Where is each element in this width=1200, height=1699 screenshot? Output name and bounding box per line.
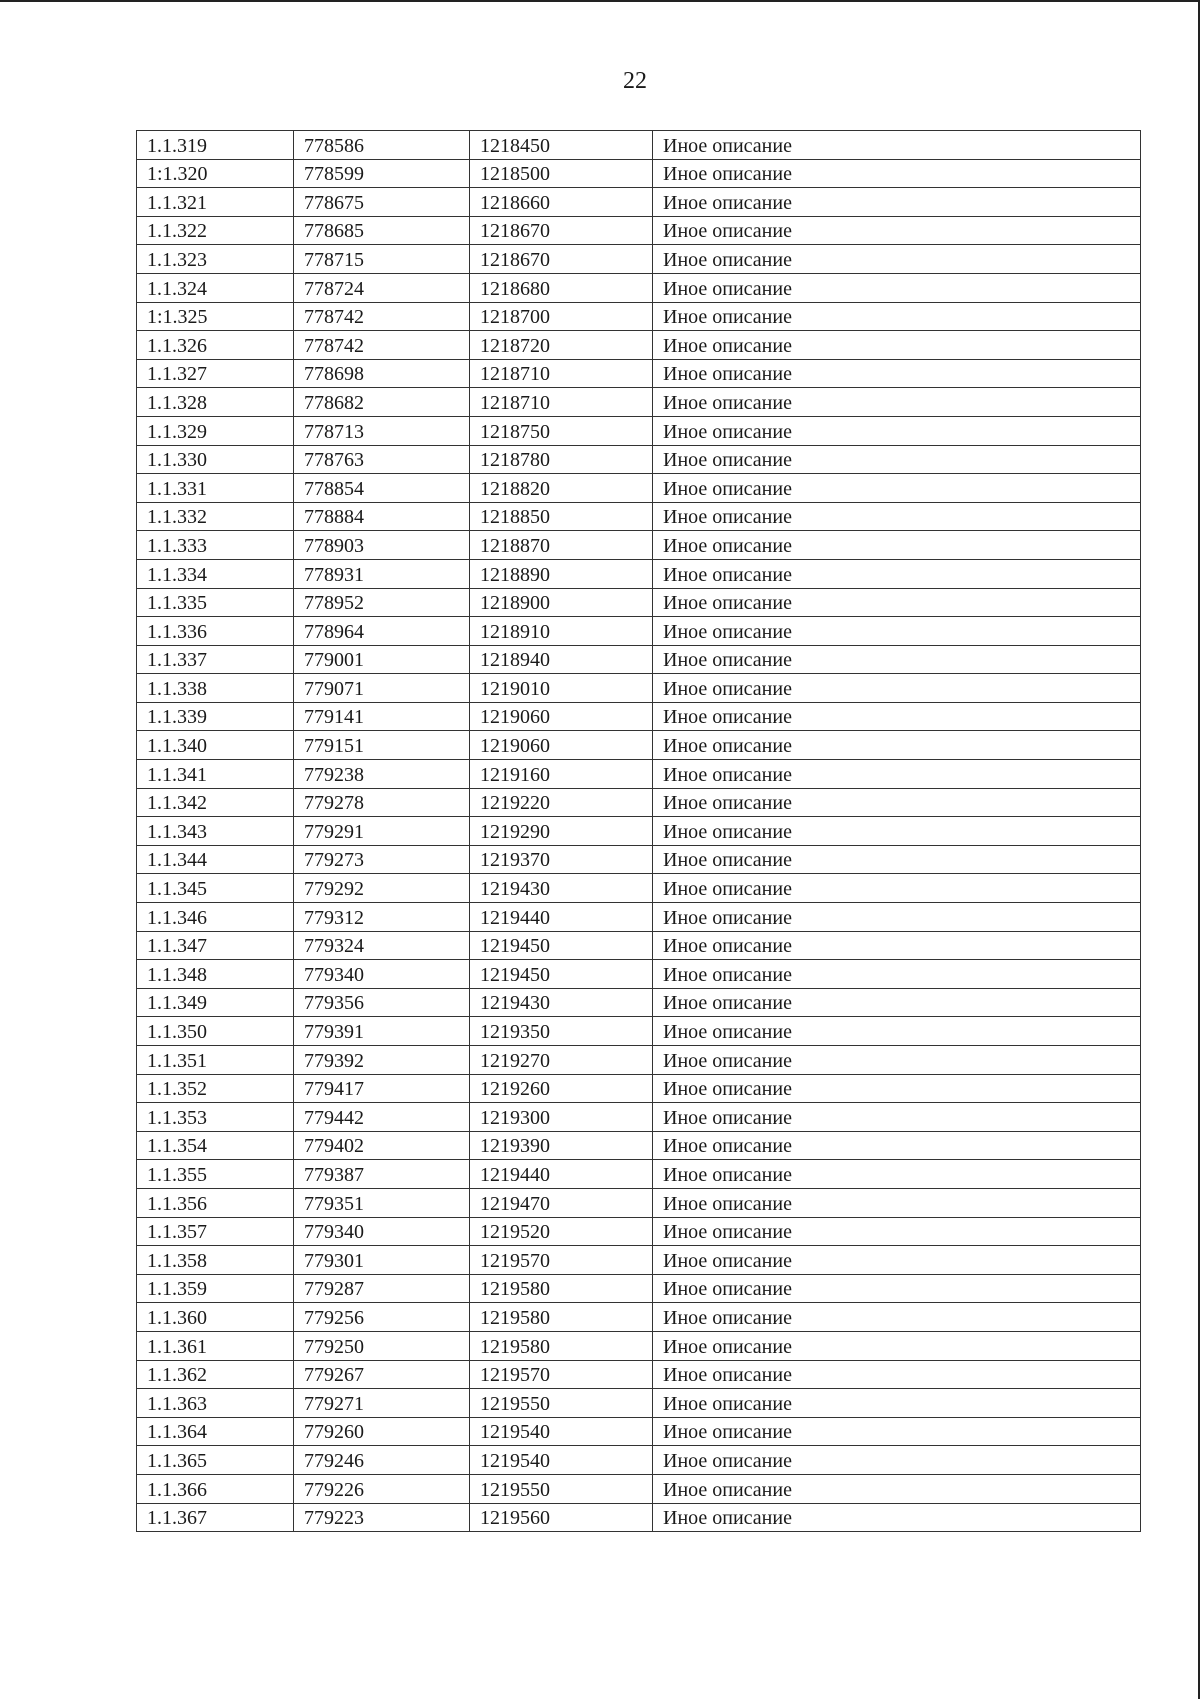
x-coordinate-cell: 778742 — [294, 302, 470, 331]
page-number: 22 — [623, 68, 647, 94]
x-coordinate-cell: 778903 — [294, 531, 470, 560]
x-coordinate-cell: 778599 — [294, 159, 470, 188]
table-row — [137, 388, 1141, 417]
table-row — [137, 588, 1141, 617]
y-coordinate-cell: 1219580 — [470, 1303, 653, 1332]
table-row — [137, 1131, 1141, 1160]
description-cell: Иное описание — [653, 1046, 1141, 1075]
description-cell: Иное описание — [653, 617, 1141, 646]
table-row — [137, 245, 1141, 274]
description-cell: Иное описание — [653, 674, 1141, 703]
point-number-cell: 1.1.331 — [137, 474, 294, 503]
point-number-cell: 1.1.333 — [137, 531, 294, 560]
description-cell: Иное описание — [653, 1474, 1141, 1503]
point-number-cell: 1.1.319 — [137, 131, 294, 160]
point-number-cell: 1.1.360 — [137, 1303, 294, 1332]
x-coordinate-cell: 779260 — [294, 1417, 470, 1446]
description-cell: Иное описание — [653, 788, 1141, 817]
x-coordinate-cell: 778682 — [294, 388, 470, 417]
description-cell: Иное описание — [653, 931, 1141, 960]
description-cell: Иное описание — [653, 1017, 1141, 1046]
description-cell: Иное описание — [653, 760, 1141, 789]
table-row — [137, 817, 1141, 846]
y-coordinate-cell: 1219430 — [470, 988, 653, 1017]
description-cell: Иное описание — [653, 331, 1141, 360]
x-coordinate-cell: 779340 — [294, 1217, 470, 1246]
table-row — [137, 960, 1141, 989]
x-coordinate-cell: 779301 — [294, 1246, 470, 1275]
y-coordinate-cell: 1219060 — [470, 731, 653, 760]
description-cell: Иное описание — [653, 502, 1141, 531]
y-coordinate-cell: 1219560 — [470, 1503, 653, 1532]
point-number-cell: 1.1.340 — [137, 731, 294, 760]
table-row — [137, 273, 1141, 302]
table-body — [137, 131, 1141, 1532]
y-coordinate-cell: 1218450 — [470, 131, 653, 160]
x-coordinate-cell: 779402 — [294, 1131, 470, 1160]
description-cell: Иное описание — [653, 903, 1141, 932]
point-number-cell: 1.1.329 — [137, 416, 294, 445]
x-coordinate-cell: 778675 — [294, 188, 470, 217]
y-coordinate-cell: 1219290 — [470, 817, 653, 846]
table-row — [137, 1446, 1141, 1475]
y-coordinate-cell: 1219550 — [470, 1474, 653, 1503]
y-coordinate-cell: 1218890 — [470, 559, 653, 588]
table-row — [137, 1160, 1141, 1189]
point-number-cell: 1.1.341 — [137, 760, 294, 789]
x-coordinate-cell: 779324 — [294, 931, 470, 960]
point-number-cell: 1.1.350 — [137, 1017, 294, 1046]
x-coordinate-cell: 779442 — [294, 1103, 470, 1132]
table-row — [137, 874, 1141, 903]
y-coordinate-cell: 1218780 — [470, 445, 653, 474]
description-cell: Иное описание — [653, 131, 1141, 160]
table-row — [137, 760, 1141, 789]
y-coordinate-cell: 1219390 — [470, 1131, 653, 1160]
table-row — [137, 216, 1141, 245]
y-coordinate-cell: 1219450 — [470, 931, 653, 960]
description-cell: Иное описание — [653, 1503, 1141, 1532]
coordinates-table — [136, 130, 1141, 1532]
y-coordinate-cell: 1219540 — [470, 1417, 653, 1446]
description-cell: Иное описание — [653, 302, 1141, 331]
description-cell: Иное описание — [653, 845, 1141, 874]
description-cell: Иное описание — [653, 1274, 1141, 1303]
y-coordinate-cell: 1218820 — [470, 474, 653, 503]
table-row — [137, 188, 1141, 217]
y-coordinate-cell: 1219350 — [470, 1017, 653, 1046]
table-row — [137, 1217, 1141, 1246]
table-row — [137, 988, 1141, 1017]
x-coordinate-cell: 779312 — [294, 903, 470, 932]
point-number-cell: 1:1.320 — [137, 159, 294, 188]
table-row — [137, 1303, 1141, 1332]
point-number-cell: 1.1.335 — [137, 588, 294, 617]
point-number-cell: 1.1.328 — [137, 388, 294, 417]
y-coordinate-cell: 1218720 — [470, 331, 653, 360]
x-coordinate-cell: 778698 — [294, 359, 470, 388]
x-coordinate-cell: 779271 — [294, 1389, 470, 1418]
y-coordinate-cell: 1219440 — [470, 1160, 653, 1189]
point-number-cell: 1.1.355 — [137, 1160, 294, 1189]
x-coordinate-cell: 778586 — [294, 131, 470, 160]
description-cell: Иное описание — [653, 645, 1141, 674]
description-cell: Иное описание — [653, 1303, 1141, 1332]
table-row — [137, 617, 1141, 646]
table-row — [137, 1074, 1141, 1103]
description-cell: Иное описание — [653, 388, 1141, 417]
x-coordinate-cell: 779417 — [294, 1074, 470, 1103]
description-cell: Иное описание — [653, 1131, 1141, 1160]
description-cell: Иное описание — [653, 1389, 1141, 1418]
y-coordinate-cell: 1218660 — [470, 188, 653, 217]
x-coordinate-cell: 779391 — [294, 1017, 470, 1046]
description-cell: Иное описание — [653, 245, 1141, 274]
point-number-cell: 1:1.325 — [137, 302, 294, 331]
y-coordinate-cell: 1219580 — [470, 1274, 653, 1303]
x-coordinate-cell: 779356 — [294, 988, 470, 1017]
table-row — [137, 445, 1141, 474]
description-cell: Иное описание — [653, 359, 1141, 388]
point-number-cell: 1.1.337 — [137, 645, 294, 674]
table-row — [137, 559, 1141, 588]
y-coordinate-cell: 1219300 — [470, 1103, 653, 1132]
x-coordinate-cell: 778964 — [294, 617, 470, 646]
description-cell: Иное описание — [653, 1246, 1141, 1275]
description-cell: Иное описание — [653, 1074, 1141, 1103]
point-number-cell: 1.1.345 — [137, 874, 294, 903]
point-number-cell: 1.1.363 — [137, 1389, 294, 1418]
y-coordinate-cell: 1219440 — [470, 903, 653, 932]
x-coordinate-cell: 779238 — [294, 760, 470, 789]
point-number-cell: 1.1.332 — [137, 502, 294, 531]
point-number-cell: 1.1.357 — [137, 1217, 294, 1246]
point-number-cell: 1.1.334 — [137, 559, 294, 588]
table-row — [137, 788, 1141, 817]
x-coordinate-cell: 779278 — [294, 788, 470, 817]
y-coordinate-cell: 1218710 — [470, 388, 653, 417]
point-number-cell: 1.1.327 — [137, 359, 294, 388]
x-coordinate-cell: 779246 — [294, 1446, 470, 1475]
x-coordinate-cell: 779387 — [294, 1160, 470, 1189]
point-number-cell: 1.1.322 — [137, 216, 294, 245]
description-cell: Иное описание — [653, 817, 1141, 846]
y-coordinate-cell: 1219160 — [470, 760, 653, 789]
x-coordinate-cell: 778952 — [294, 588, 470, 617]
description-cell: Иное описание — [653, 1417, 1141, 1446]
table-row — [137, 1046, 1141, 1075]
y-coordinate-cell: 1219570 — [470, 1360, 653, 1389]
point-number-cell: 1.1.359 — [137, 1274, 294, 1303]
point-number-cell: 1.1.330 — [137, 445, 294, 474]
description-cell: Иное описание — [653, 416, 1141, 445]
table-row — [137, 845, 1141, 874]
x-coordinate-cell: 779223 — [294, 1503, 470, 1532]
table-row — [137, 702, 1141, 731]
description-cell: Иное описание — [653, 1331, 1141, 1360]
x-coordinate-cell: 779351 — [294, 1188, 470, 1217]
description-cell: Иное описание — [653, 702, 1141, 731]
point-number-cell: 1.1.347 — [137, 931, 294, 960]
table-row — [137, 474, 1141, 503]
table-row — [137, 1274, 1141, 1303]
description-cell: Иное описание — [653, 1160, 1141, 1189]
table-row — [137, 302, 1141, 331]
point-number-cell: 1.1.344 — [137, 845, 294, 874]
table-row — [137, 159, 1141, 188]
x-coordinate-cell: 778685 — [294, 216, 470, 245]
description-cell: Иное описание — [653, 1446, 1141, 1475]
x-coordinate-cell: 779392 — [294, 1046, 470, 1075]
y-coordinate-cell: 1218850 — [470, 502, 653, 531]
x-coordinate-cell: 778713 — [294, 416, 470, 445]
y-coordinate-cell: 1218700 — [470, 302, 653, 331]
description-cell: Иное описание — [653, 159, 1141, 188]
x-coordinate-cell: 779151 — [294, 731, 470, 760]
x-coordinate-cell: 778854 — [294, 474, 470, 503]
y-coordinate-cell: 1219220 — [470, 788, 653, 817]
x-coordinate-cell: 779256 — [294, 1303, 470, 1332]
x-coordinate-cell: 779250 — [294, 1331, 470, 1360]
point-number-cell: 1.1.321 — [137, 188, 294, 217]
description-cell: Иное описание — [653, 988, 1141, 1017]
point-number-cell: 1.1.358 — [137, 1246, 294, 1275]
table-row — [137, 1017, 1141, 1046]
table-row — [137, 645, 1141, 674]
description-cell: Иное описание — [653, 531, 1141, 560]
x-coordinate-cell: 779287 — [294, 1274, 470, 1303]
y-coordinate-cell: 1219450 — [470, 960, 653, 989]
table-row — [137, 731, 1141, 760]
table-row — [137, 416, 1141, 445]
y-coordinate-cell: 1218910 — [470, 617, 653, 646]
y-coordinate-cell: 1218710 — [470, 359, 653, 388]
x-coordinate-cell: 779340 — [294, 960, 470, 989]
table-row — [137, 131, 1141, 160]
description-cell: Иное описание — [653, 1360, 1141, 1389]
x-coordinate-cell: 779292 — [294, 874, 470, 903]
point-number-cell: 1.1.323 — [137, 245, 294, 274]
x-coordinate-cell: 779141 — [294, 702, 470, 731]
point-number-cell: 1.1.354 — [137, 1131, 294, 1160]
y-coordinate-cell: 1219470 — [470, 1188, 653, 1217]
x-coordinate-cell: 778763 — [294, 445, 470, 474]
point-number-cell: 1.1.365 — [137, 1446, 294, 1475]
y-coordinate-cell: 1218670 — [470, 245, 653, 274]
point-number-cell: 1.1.366 — [137, 1474, 294, 1503]
table-row — [137, 1246, 1141, 1275]
x-coordinate-cell: 779273 — [294, 845, 470, 874]
y-coordinate-cell: 1219580 — [470, 1331, 653, 1360]
y-coordinate-cell: 1219370 — [470, 845, 653, 874]
y-coordinate-cell: 1219260 — [470, 1074, 653, 1103]
x-coordinate-cell: 779001 — [294, 645, 470, 674]
y-coordinate-cell: 1218870 — [470, 531, 653, 560]
point-number-cell: 1.1.336 — [137, 617, 294, 646]
point-number-cell: 1.1.352 — [137, 1074, 294, 1103]
point-number-cell: 1.1.324 — [137, 273, 294, 302]
y-coordinate-cell: 1219010 — [470, 674, 653, 703]
table-row — [137, 1188, 1141, 1217]
point-number-cell: 1.1.326 — [137, 331, 294, 360]
table-row — [137, 531, 1141, 560]
table-row — [137, 502, 1141, 531]
y-coordinate-cell: 1218500 — [470, 159, 653, 188]
y-coordinate-cell: 1219060 — [470, 702, 653, 731]
description-cell: Иное описание — [653, 273, 1141, 302]
description-cell: Иное описание — [653, 1217, 1141, 1246]
point-number-cell: 1.1.351 — [137, 1046, 294, 1075]
y-coordinate-cell: 1219540 — [470, 1446, 653, 1475]
point-number-cell: 1.1.362 — [137, 1360, 294, 1389]
table-row — [137, 1503, 1141, 1532]
point-number-cell: 1.1.356 — [137, 1188, 294, 1217]
y-coordinate-cell: 1219570 — [470, 1246, 653, 1275]
y-coordinate-cell: 1219520 — [470, 1217, 653, 1246]
x-coordinate-cell: 779071 — [294, 674, 470, 703]
point-number-cell: 1.1.348 — [137, 960, 294, 989]
description-cell: Иное описание — [653, 588, 1141, 617]
table-row — [137, 1103, 1141, 1132]
y-coordinate-cell: 1218680 — [470, 273, 653, 302]
x-coordinate-cell: 778742 — [294, 331, 470, 360]
point-number-cell: 1.1.349 — [137, 988, 294, 1017]
table-row — [137, 331, 1141, 360]
table-row — [137, 1331, 1141, 1360]
description-cell: Иное описание — [653, 1103, 1141, 1132]
point-number-cell: 1.1.353 — [137, 1103, 294, 1132]
description-cell: Иное описание — [653, 474, 1141, 503]
y-coordinate-cell: 1218940 — [470, 645, 653, 674]
table-row — [137, 1417, 1141, 1446]
point-number-cell: 1.1.339 — [137, 702, 294, 731]
table-row — [137, 1389, 1141, 1418]
x-coordinate-cell: 778931 — [294, 559, 470, 588]
point-number-cell: 1.1.343 — [137, 817, 294, 846]
description-cell: Иное описание — [653, 216, 1141, 245]
x-coordinate-cell: 778884 — [294, 502, 470, 531]
description-cell: Иное описание — [653, 188, 1141, 217]
x-coordinate-cell: 779267 — [294, 1360, 470, 1389]
point-number-cell: 1.1.338 — [137, 674, 294, 703]
point-number-cell: 1.1.367 — [137, 1503, 294, 1532]
x-coordinate-cell: 778715 — [294, 245, 470, 274]
x-coordinate-cell: 779291 — [294, 817, 470, 846]
point-number-cell: 1.1.342 — [137, 788, 294, 817]
description-cell: Иное описание — [653, 445, 1141, 474]
y-coordinate-cell: 1218900 — [470, 588, 653, 617]
point-number-cell: 1.1.346 — [137, 903, 294, 932]
y-coordinate-cell: 1219430 — [470, 874, 653, 903]
x-coordinate-cell: 779226 — [294, 1474, 470, 1503]
table-row — [137, 903, 1141, 932]
description-cell: Иное описание — [653, 960, 1141, 989]
table-row — [137, 359, 1141, 388]
y-coordinate-cell: 1219550 — [470, 1389, 653, 1418]
table-row — [137, 931, 1141, 960]
table-row — [137, 1474, 1141, 1503]
y-coordinate-cell: 1218670 — [470, 216, 653, 245]
point-number-cell: 1.1.364 — [137, 1417, 294, 1446]
x-coordinate-cell: 778724 — [294, 273, 470, 302]
y-coordinate-cell: 1218750 — [470, 416, 653, 445]
description-cell: Иное описание — [653, 1188, 1141, 1217]
description-cell: Иное описание — [653, 559, 1141, 588]
table-row — [137, 1360, 1141, 1389]
y-coordinate-cell: 1219270 — [470, 1046, 653, 1075]
description-cell: Иное описание — [653, 874, 1141, 903]
point-number-cell: 1.1.361 — [137, 1331, 294, 1360]
description-cell: Иное описание — [653, 731, 1141, 760]
table-row — [137, 674, 1141, 703]
